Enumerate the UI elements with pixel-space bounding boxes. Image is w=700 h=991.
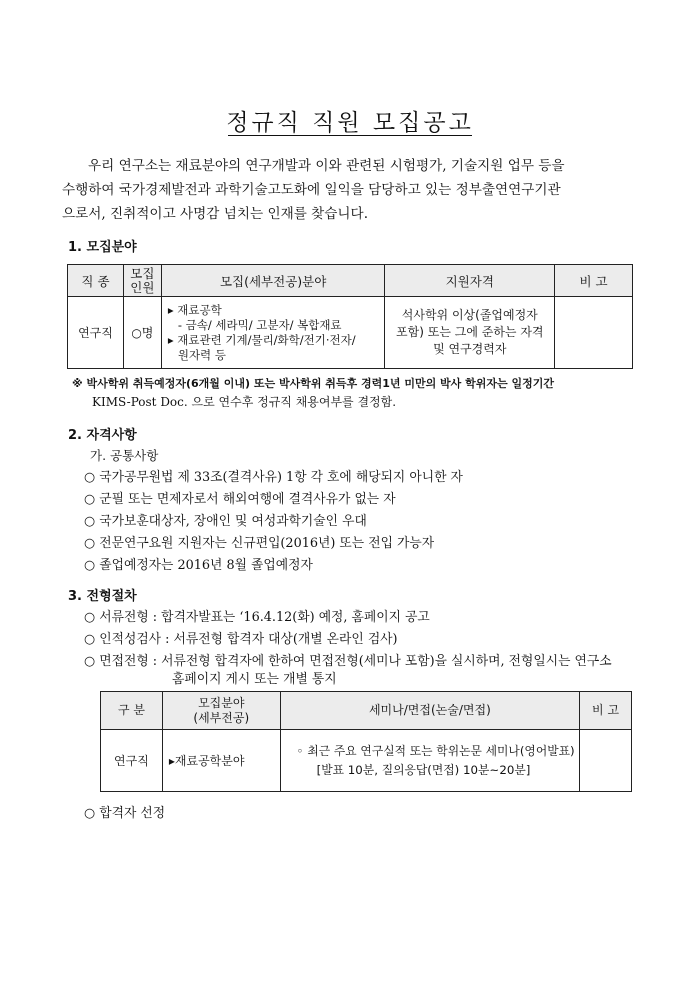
qualification-line: 석사학위 이상(졸업예정자 bbox=[401, 308, 538, 322]
table-header-row bbox=[101, 692, 632, 730]
cell-field: ▸재료공학분야 bbox=[162, 730, 280, 792]
postdoc-note bbox=[72, 374, 672, 412]
qualification-line: 포함) 또는 그에 준하는 자격 bbox=[396, 325, 544, 339]
recruitment-table bbox=[67, 264, 633, 369]
subheading-common: 가. 공통사항 bbox=[90, 448, 159, 463]
header-count bbox=[123, 265, 161, 297]
process-item: ○ 서류전형 : 합격자발표는 ‘16.4.12(화) 예정, 홈페이지 공고 bbox=[84, 610, 430, 625]
cell-remark bbox=[555, 297, 633, 369]
cell-job-type: 연구직 bbox=[68, 297, 124, 369]
intro-line: 수행하여 국가경제발전과 과학기술고도화에 일익을 담당하고 있는 정부출연연구기관 bbox=[62, 182, 561, 198]
header-category: 구 분 bbox=[101, 692, 163, 730]
process-item-final: ○ 합격자 선정 bbox=[84, 806, 166, 821]
field-item: 원자력 등 bbox=[177, 347, 226, 362]
process-item-continuation: 홈페이지 게시 또는 개별 통지 bbox=[172, 672, 337, 687]
process-item: ○ 인적성검사 : 서류전형 합격자 대상(개별 온라인 검사) bbox=[84, 632, 398, 647]
process-item: ○ 면접전형 : 서류전형 합격자에 한하여 면접전형(세미나 포함)을 실시하며, 전형일시는 연구소 bbox=[84, 654, 612, 669]
header-field: 모집(세부전공)분야 bbox=[161, 265, 385, 297]
criteria-item: ○ 국가공무원법 제 33조(결격사유) 1항 각 호에 해당되지 아니한 자 bbox=[84, 470, 463, 485]
header-remark: 비 고 bbox=[555, 265, 633, 297]
header-count-text: 모집 인원 bbox=[130, 265, 155, 295]
intro-paragraph bbox=[62, 154, 642, 226]
section-heading-recruitment: 1. 모집분야 bbox=[68, 240, 137, 255]
header-qualification: 지원자격 bbox=[385, 265, 555, 297]
cell-fields bbox=[161, 297, 385, 369]
interview-table bbox=[100, 691, 632, 792]
table-row bbox=[68, 297, 633, 369]
cell-job-type: 연구직 bbox=[101, 730, 163, 792]
table-row bbox=[101, 730, 632, 792]
qualification-line: 및 연구경력자 bbox=[433, 342, 507, 356]
field-item: - 금속/ 세라믹/ 고분자/ 복합재료 bbox=[177, 317, 342, 332]
intro-line: 으로서, 진취적이고 사명감 넘치는 인재를 찾습니다. bbox=[62, 206, 369, 222]
intro-line: 우리 연구소는 재료분야의 연구개발과 이와 관련된 시험평가, 기술지원 업무 등을 bbox=[88, 158, 565, 174]
field-item: ▸ 재료관련 기계/물리/화학/전기·전자/ bbox=[167, 332, 356, 347]
header-field bbox=[162, 692, 280, 730]
field-item: ▸ 재료공학 bbox=[167, 302, 222, 317]
title-underline bbox=[228, 135, 472, 136]
table-header-row bbox=[68, 265, 633, 297]
header-seminar: 세미나/면접(논술/면접) bbox=[280, 692, 579, 730]
page-title: 정규직 직원 모집공고 bbox=[226, 110, 474, 136]
section-heading-qualifications: 2. 자격사항 bbox=[68, 428, 137, 443]
criteria-item: ○ 국가보훈대상자, 장애인 및 여성과학기술인 우대 bbox=[84, 514, 367, 529]
section-heading-process: 3. 전형절차 bbox=[68, 589, 137, 604]
criteria-item: ○ 전문연구요원 지원자는 신규편입(2016년) 또는 전입 가능자 bbox=[84, 536, 435, 551]
note-line: KIMS-Post Doc. 으로 연수후 정규직 채용여부를 결정함. bbox=[92, 395, 397, 409]
cell-seminar bbox=[280, 730, 579, 792]
header-remark: 비 고 bbox=[580, 692, 632, 730]
seminar-line: [발표 10분, 질의응답(면접) 10분~20분] bbox=[316, 762, 531, 777]
cell-count: ○명 bbox=[123, 297, 161, 369]
seminar-line: ◦ 최근 주요 연구실적 또는 학위논문 세미나(영어발표) bbox=[296, 743, 575, 758]
cell-qualification bbox=[385, 297, 555, 369]
criteria-item: ○ 졸업예정자는 2016년 8월 졸업예정자 bbox=[84, 558, 313, 573]
cell-remark bbox=[580, 730, 632, 792]
header-field-text: 모집분야 (세부전공) bbox=[193, 695, 250, 725]
header-job-type: 직 종 bbox=[68, 265, 124, 297]
note-bold-line: ※ 박사학위 취득예정자(6개월 이내) 또는 박사학위 취득후 경력1년 미만의 박사 학위자는 일정기간 bbox=[72, 377, 554, 390]
criteria-item: ○ 군필 또는 면제자로서 해외여행에 결격사유가 없는 자 bbox=[84, 492, 396, 507]
